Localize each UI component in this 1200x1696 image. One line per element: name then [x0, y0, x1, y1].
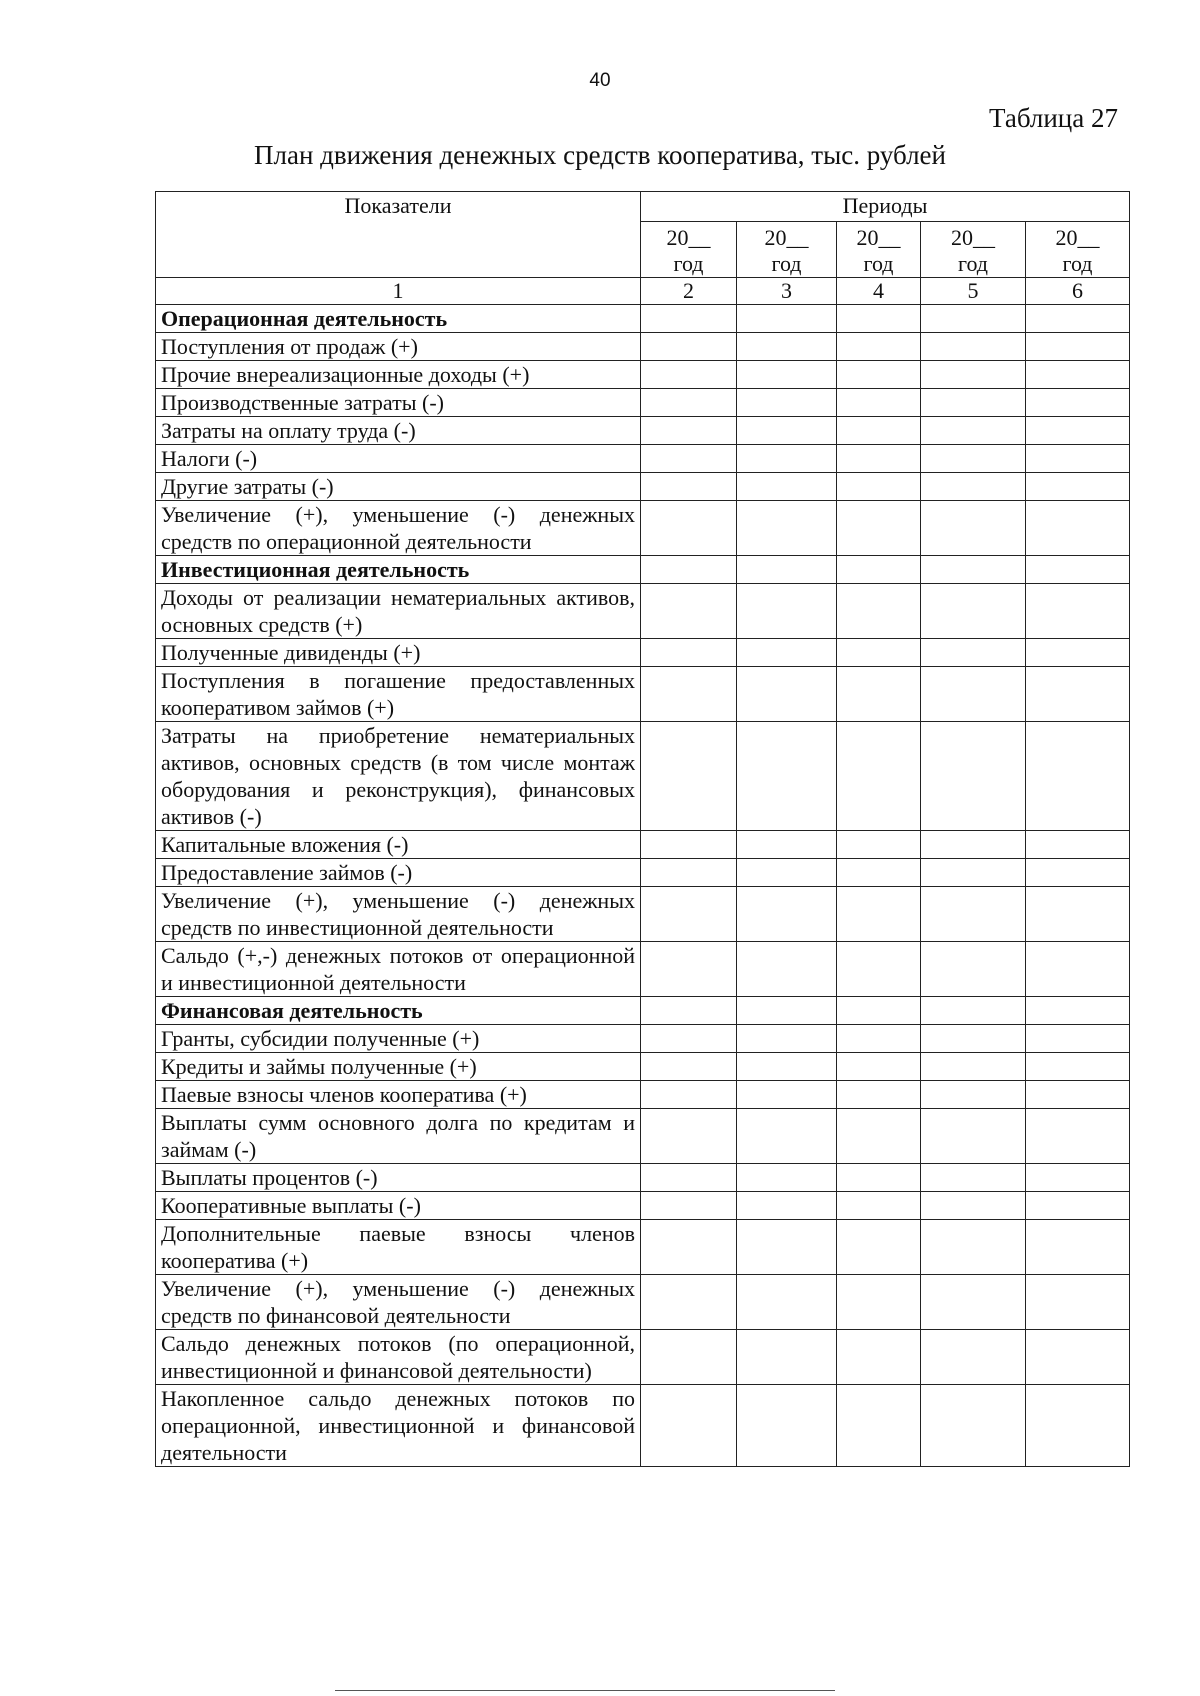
period-value-cell: [641, 1192, 737, 1220]
period-value-cell: [641, 887, 737, 942]
year-suffix: год: [863, 251, 894, 276]
period-value-cell: [921, 1385, 1026, 1467]
period-value-cell: [1026, 997, 1130, 1025]
period-value-cell: [737, 1330, 837, 1385]
indicators-header: Показатели: [156, 192, 641, 278]
indicator-label: Доходы от реализации нематериальных активов, основных средств (+): [156, 584, 641, 639]
period-value-cell: [1026, 1109, 1130, 1164]
period-value-cell: [1026, 1275, 1130, 1330]
period-value-cell: [1026, 722, 1130, 831]
period-value-cell: [1026, 333, 1130, 361]
period-value-cell: [737, 361, 837, 389]
period-value-cell: [837, 1081, 921, 1109]
period-value-cell: [641, 333, 737, 361]
period-value-cell: [641, 997, 737, 1025]
period-value-cell: [641, 1275, 737, 1330]
indicator-label: Накопленное сальдо денежных потоков по операционной, инвестиционной и финансовой деятельности: [156, 1385, 641, 1467]
period-value-cell: [1026, 887, 1130, 942]
period-value-cell: [921, 1164, 1026, 1192]
period-value-cell: [837, 473, 921, 501]
period-value-cell: [737, 887, 837, 942]
table-row: [156, 1220, 1130, 1275]
period-value-cell: [921, 1220, 1026, 1275]
period-value-cell: [737, 1192, 837, 1220]
table-row: [156, 887, 1130, 942]
period-value-cell: [737, 831, 837, 859]
table-body: [156, 305, 1130, 1467]
year-suffix: год: [771, 251, 802, 276]
period-value-cell: [921, 361, 1026, 389]
period-value-cell: [641, 1081, 737, 1109]
period-value-cell: [1026, 1025, 1130, 1053]
period-value-cell: [737, 997, 837, 1025]
period-value-cell: [641, 1330, 737, 1385]
cash-flow-table: [155, 191, 1130, 1467]
period-value-cell: [641, 1220, 737, 1275]
period-value-cell: [837, 361, 921, 389]
period-value-cell: [737, 1053, 837, 1081]
period-value-cell: [737, 417, 837, 445]
period-value-cell: [641, 1164, 737, 1192]
period-value-cell: [641, 389, 737, 417]
period-value-cell: [837, 942, 921, 997]
period-value-cell: [837, 639, 921, 667]
period-value-cell: [921, 859, 1026, 887]
periods-header: Периоды: [641, 192, 1130, 222]
table-row: [156, 1109, 1130, 1164]
period-value-cell: [921, 667, 1026, 722]
period-value-cell: [837, 584, 921, 639]
period-value-cell: [837, 1275, 921, 1330]
period-value-cell: [837, 997, 921, 1025]
table-row: [156, 1164, 1130, 1192]
period-value-cell: [837, 859, 921, 887]
period-value-cell: [737, 942, 837, 997]
period-value-cell: [641, 501, 737, 556]
footer-divider: [335, 1690, 835, 1691]
table-row: [156, 639, 1130, 667]
period-value-cell: [737, 1081, 837, 1109]
period-value-cell: [1026, 445, 1130, 473]
period-value-cell: [921, 417, 1026, 445]
period-value-cell: [921, 1109, 1026, 1164]
period-value-cell: [921, 997, 1026, 1025]
table-row: [156, 417, 1130, 445]
period-value-cell: [921, 501, 1026, 556]
table-row: [156, 333, 1130, 361]
period-value-cell: [1026, 361, 1130, 389]
period-value-cell: [641, 1053, 737, 1081]
table-row: [156, 859, 1130, 887]
period-value-cell: [921, 473, 1026, 501]
period-value-cell: [921, 389, 1026, 417]
period-value-cell: [641, 831, 737, 859]
period-value-cell: [921, 333, 1026, 361]
period-value-cell: [641, 445, 737, 473]
period-value-cell: [641, 942, 737, 997]
indicator-label: Увеличение (+), уменьшение (-) денежных средств по инвестиционной деятельности: [156, 887, 641, 942]
indicator-label: Затраты на приобретение нематериальных активов, основных средств (в том числе монтаж оборудования и реконструкция), финансовых активов (-): [156, 722, 641, 831]
period-value-cell: [837, 1164, 921, 1192]
period-value-cell: [837, 1053, 921, 1081]
table-row: [156, 445, 1130, 473]
period-value-cell: [837, 501, 921, 556]
period-value-cell: [921, 639, 1026, 667]
period-value-cell: [1026, 389, 1130, 417]
period-value-cell: [737, 501, 837, 556]
indicator-label: Сальдо денежных потоков (по операционной, инвестиционной и финансовой деятельности): [156, 1330, 641, 1385]
period-value-cell: [737, 1220, 837, 1275]
indicator-label: Поступления от продаж (+): [156, 333, 641, 361]
period-value-cell: [837, 887, 921, 942]
table-row: [156, 389, 1130, 417]
period-value-cell: [641, 556, 737, 584]
period-value-cell: [1026, 1081, 1130, 1109]
period-value-cell: [1026, 942, 1130, 997]
period-value-cell: [737, 722, 837, 831]
period-value-cell: [737, 305, 837, 333]
period-value-cell: [837, 389, 921, 417]
period-value-cell: [921, 1025, 1026, 1053]
period-value-cell: [737, 1109, 837, 1164]
column-number: 6: [1026, 278, 1130, 305]
period-value-cell: [837, 333, 921, 361]
period-value-cell: [641, 667, 737, 722]
period-value-cell: [837, 305, 921, 333]
period-value-cell: [737, 1164, 837, 1192]
period-value-cell: [737, 859, 837, 887]
period-value-cell: [921, 722, 1026, 831]
indicator-label: Предоставление займов (-): [156, 859, 641, 887]
table-row: [156, 1330, 1130, 1385]
year-prefix: 20__: [951, 225, 995, 250]
page-number: 40: [589, 70, 611, 91]
period-value-cell: [921, 556, 1026, 584]
period-value-cell: [1026, 417, 1130, 445]
period-value-cell: [737, 556, 837, 584]
year-suffix: год: [957, 251, 989, 276]
period-value-cell: [837, 445, 921, 473]
period-value-cell: [837, 1109, 921, 1164]
period-value-cell: [837, 722, 921, 831]
period-value-cell: [641, 722, 737, 831]
period-value-cell: [921, 1192, 1026, 1220]
period-value-cell: [837, 1330, 921, 1385]
table-row: [156, 1053, 1130, 1081]
period-value-cell: [1026, 501, 1130, 556]
table-row: [156, 1081, 1130, 1109]
section-row: [156, 556, 1130, 584]
period-value-cell: [1026, 1164, 1130, 1192]
table-row: [156, 1192, 1130, 1220]
indicator-label: Гранты, субсидии полученные (+): [156, 1025, 641, 1053]
section-heading: Инвестиционная деятельность: [156, 556, 641, 584]
period-value-cell: [837, 1385, 921, 1467]
period-value-cell: [737, 1385, 837, 1467]
indicator-label: Увеличение (+), уменьшение (-) денежных средств по операционной деятельности: [156, 501, 641, 556]
indicator-label: Другие затраты (-): [156, 473, 641, 501]
period-value-cell: [837, 831, 921, 859]
column-number: 1: [156, 278, 641, 305]
table-row: [156, 501, 1130, 556]
period-value-cell: [641, 1109, 737, 1164]
period-value-cell: [1026, 859, 1130, 887]
indicator-label: Затраты на оплату труда (-): [156, 417, 641, 445]
period-value-cell: [737, 1275, 837, 1330]
period-value-cell: [837, 556, 921, 584]
period-value-cell: [921, 887, 1026, 942]
period-value-cell: [1026, 1220, 1130, 1275]
period-value-cell: [837, 1025, 921, 1053]
period-value-cell: [837, 667, 921, 722]
year-header: [921, 222, 1026, 278]
period-value-cell: [837, 417, 921, 445]
column-number: 4: [837, 278, 921, 305]
indicator-label: Кредиты и займы полученные (+): [156, 1053, 641, 1081]
table-row: [156, 473, 1130, 501]
table-row: [156, 584, 1130, 639]
document-title: План движения денежных средств кооператива, тыс. рублей: [254, 140, 946, 170]
section-heading: Операционная деятельность: [156, 305, 641, 333]
table-row: [156, 722, 1130, 831]
indicator-label: Кооперативные выплаты (-): [156, 1192, 641, 1220]
period-value-cell: [737, 445, 837, 473]
indicator-label: Выплаты сумм основного долга по кредитам и займам (-): [156, 1109, 641, 1164]
year-suffix: год: [673, 251, 704, 276]
period-value-cell: [641, 305, 737, 333]
period-value-cell: [837, 1192, 921, 1220]
indicator-label: Капитальные вложения (-): [156, 831, 641, 859]
period-value-cell: [737, 1025, 837, 1053]
column-number: 5: [921, 278, 1026, 305]
table-label: Таблица 27: [989, 103, 1118, 133]
period-value-cell: [921, 831, 1026, 859]
indicator-label: Поступления в погашение предоставленных кооперативом займов (+): [156, 667, 641, 722]
indicator-label: Прочие внереализационные доходы (+): [156, 361, 641, 389]
indicator-label: Увеличение (+), уменьшение (-) денежных средств по финансовой деятельности: [156, 1275, 641, 1330]
period-value-cell: [641, 1025, 737, 1053]
period-value-cell: [641, 639, 737, 667]
period-value-cell: [641, 1385, 737, 1467]
period-value-cell: [921, 1275, 1026, 1330]
section-row: [156, 305, 1130, 333]
period-value-cell: [1026, 639, 1130, 667]
table-row: [156, 942, 1130, 997]
period-value-cell: [737, 639, 837, 667]
period-value-cell: [921, 1053, 1026, 1081]
year-header: [641, 222, 737, 278]
period-value-cell: [837, 1220, 921, 1275]
year-suffix: год: [1062, 251, 1093, 276]
period-value-cell: [1026, 584, 1130, 639]
period-value-cell: [1026, 667, 1130, 722]
indicator-label: Паевые взносы членов кооператива (+): [156, 1081, 641, 1109]
table-row: [156, 1275, 1130, 1330]
period-value-cell: [1026, 473, 1130, 501]
period-value-cell: [1026, 831, 1130, 859]
year-prefix: 20__: [1055, 225, 1100, 250]
period-value-cell: [737, 333, 837, 361]
period-value-cell: [921, 942, 1026, 997]
year-prefix: 20__: [666, 225, 711, 250]
year-prefix: 20__: [856, 225, 901, 250]
indicator-label: Дополнительные паевые взносы членов кооператива (+): [156, 1220, 641, 1275]
table-row: [156, 361, 1130, 389]
period-value-cell: [1026, 1385, 1130, 1467]
table-row: [156, 831, 1130, 859]
period-value-cell: [641, 584, 737, 639]
period-value-cell: [1026, 1330, 1130, 1385]
period-value-cell: [921, 305, 1026, 333]
period-value-cell: [921, 584, 1026, 639]
period-value-cell: [737, 473, 837, 501]
period-value-cell: [1026, 556, 1130, 584]
period-value-cell: [641, 473, 737, 501]
table-row: [156, 1025, 1130, 1053]
period-value-cell: [737, 389, 837, 417]
period-value-cell: [641, 361, 737, 389]
period-value-cell: [737, 667, 837, 722]
column-number: 3: [737, 278, 837, 305]
period-value-cell: [1026, 305, 1130, 333]
section-row: [156, 997, 1130, 1025]
year-header: [837, 222, 921, 278]
period-value-cell: [921, 1330, 1026, 1385]
year-header: [737, 222, 837, 278]
period-value-cell: [921, 1081, 1026, 1109]
year-prefix: 20__: [764, 225, 809, 250]
indicator-label: Налоги (-): [156, 445, 641, 473]
indicator-label: Сальдо (+,-) денежных потоков от операционной и инвестиционной деятельности: [156, 942, 641, 997]
period-value-cell: [641, 859, 737, 887]
period-value-cell: [641, 417, 737, 445]
table-row: [156, 1385, 1130, 1467]
year-header: [1026, 222, 1130, 278]
period-value-cell: [1026, 1053, 1130, 1081]
indicator-label: Полученные дивиденды (+): [156, 639, 641, 667]
period-value-cell: [1026, 1192, 1130, 1220]
table-row: [156, 667, 1130, 722]
column-number: 2: [641, 278, 737, 305]
period-value-cell: [921, 445, 1026, 473]
indicator-label: Выплаты процентов (-): [156, 1164, 641, 1192]
section-heading: Финансовая деятельность: [156, 997, 641, 1025]
period-value-cell: [737, 584, 837, 639]
indicator-label: Производственные затраты (-): [156, 389, 641, 417]
